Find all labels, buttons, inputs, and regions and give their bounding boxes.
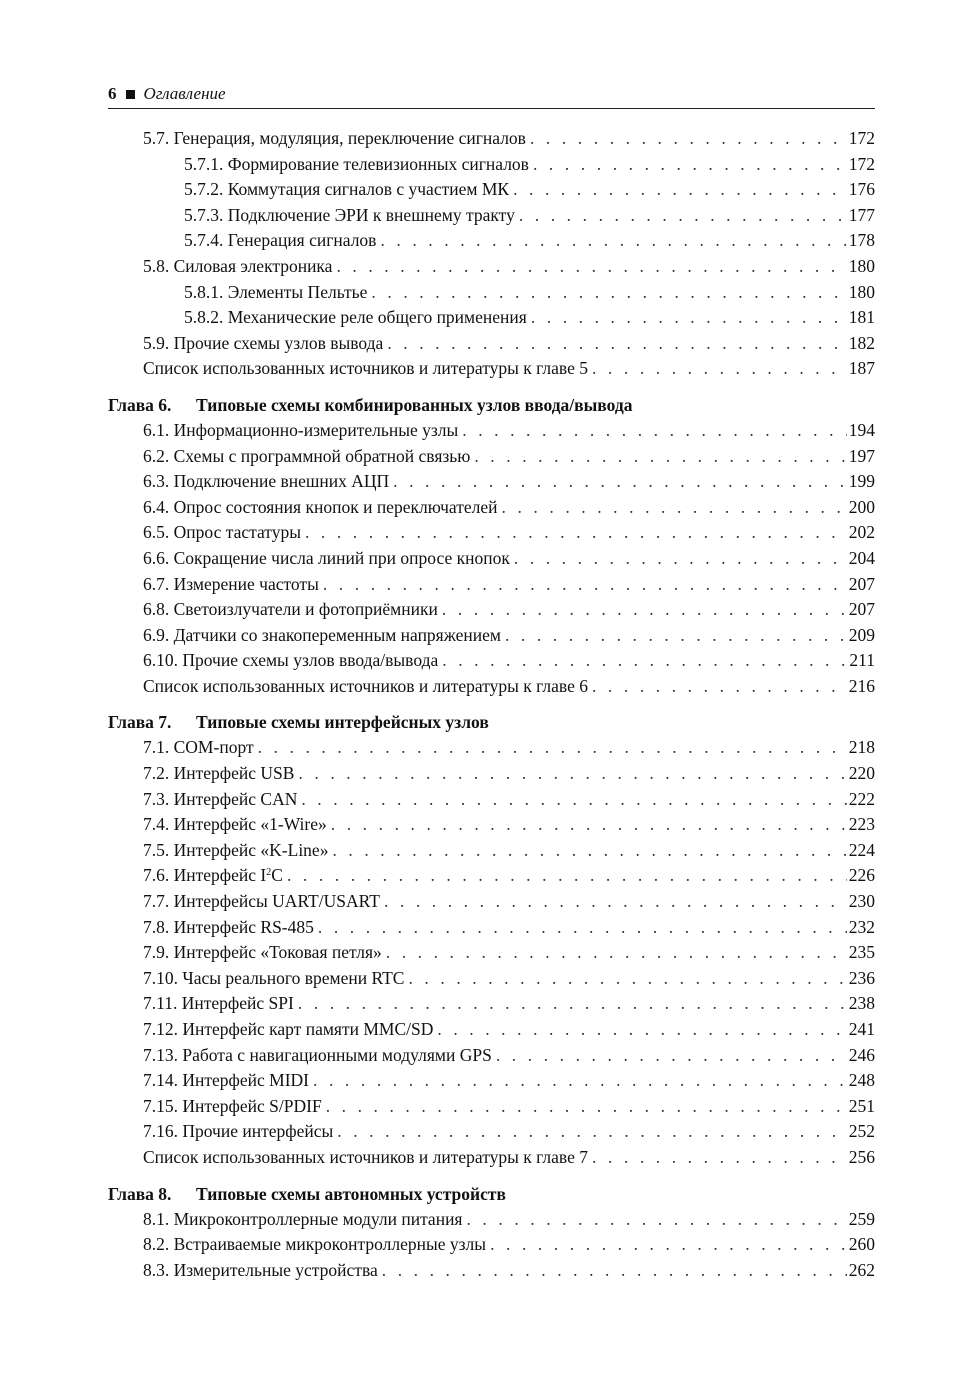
entry-label-superscript: 2 (266, 867, 272, 879)
entry-label-text: 5.8. Силовая электроника (143, 255, 333, 276)
dot-leader (533, 152, 847, 178)
entry-label (143, 915, 318, 941)
entry-label (143, 1094, 326, 1120)
entry-label (143, 126, 530, 152)
dot-leader (531, 305, 847, 331)
entry-page-number: 223 (848, 814, 875, 835)
entry-label (143, 1119, 337, 1145)
dot-leader (387, 331, 846, 357)
dot-leader (530, 126, 847, 152)
entry-label-text: 8.1. Микроконтроллерные модули питания (143, 1208, 463, 1229)
entry-label (143, 623, 505, 649)
entry-page-number: 232 (848, 916, 875, 937)
dot-leader (313, 1068, 847, 1094)
entry-label-text: 7.10. Часы реального времени RTC (143, 967, 405, 988)
header-title: Оглавление (143, 84, 226, 103)
entry-label (184, 152, 533, 178)
entry-label (143, 838, 332, 864)
entry-label (143, 469, 393, 495)
entry-label (184, 280, 371, 306)
entry-label (143, 254, 336, 280)
entry-page-number: 220 (848, 763, 875, 784)
entry-label-text: 6.7. Измерение частоты (143, 573, 319, 594)
entry-label-text: 5.9. Прочие схемы узлов вывода (143, 332, 384, 353)
entry-page-number: 241 (848, 1019, 875, 1039)
dot-leader (382, 1258, 847, 1284)
entry-page-number: 172 (848, 128, 875, 148)
entry-label-text: 6.9. Датчики со знакопеременным напряжением (143, 624, 501, 645)
toc-entry (108, 305, 875, 331)
dot-leader (326, 1094, 847, 1120)
toc-entry (108, 761, 875, 787)
entry-label (184, 228, 380, 254)
entry-label-text: 6.4. Опрос состояния кнопок и переключателей (143, 496, 498, 517)
entry-page-number: 256 (848, 1146, 875, 1167)
entry-label (143, 863, 287, 889)
dot-leader (437, 1017, 846, 1043)
entry-page-number: 238 (848, 993, 875, 1014)
dot-leader (393, 469, 847, 495)
entry-page-number: 180 (848, 255, 875, 276)
entry-label-text: 7.3. Интерфейс CAN (143, 788, 298, 809)
entry-label-text: 6.5. Опрос тастатуры (143, 522, 301, 543)
dot-leader (462, 418, 847, 444)
dot-leader (592, 1145, 847, 1171)
dot-leader (337, 1119, 846, 1145)
entry-label (184, 177, 513, 203)
chapter-number: Глава 6. (108, 394, 172, 415)
chapter-heading (108, 393, 875, 418)
entry-page-number: 194 (848, 419, 875, 440)
dot-leader (519, 203, 847, 229)
entry-label-text: 5.7.2. Коммутация сигналов с участием МК (184, 179, 510, 200)
toc-entry (108, 418, 875, 444)
entry-label-text: 7.13. Работа с навигационными модулями GPS (143, 1044, 492, 1065)
entry-page-number: 200 (848, 496, 875, 517)
entry-label (184, 305, 531, 331)
dot-leader (332, 838, 846, 864)
entry-label-text: 5.7. Генерация, модуляция, переключение сигналов (143, 128, 526, 148)
entry-page-number: 260 (848, 1234, 875, 1255)
toc-entry (108, 254, 875, 280)
dot-leader (496, 1043, 847, 1069)
toc-entry (108, 1232, 875, 1258)
dot-leader (505, 623, 847, 649)
toc-entry (108, 1207, 875, 1233)
chapter-title: Типовые схемы автономных устройств (196, 1183, 506, 1204)
toc-entry (108, 889, 875, 915)
toc-entry (108, 623, 875, 649)
entry-label (143, 761, 298, 787)
entry-label-text: 7.4. Интерфейс «1-Wire» (143, 814, 327, 835)
entry-label (143, 546, 514, 572)
entry-page-number: 202 (848, 522, 875, 543)
entry-label-text: 6.2. Схемы с программной обратной связью (143, 445, 471, 466)
entry-page-number: 199 (848, 471, 875, 492)
toc-entry (108, 991, 875, 1017)
entry-page-number: 236 (848, 967, 875, 988)
toc-entry (108, 940, 875, 966)
toc-entry (108, 356, 875, 382)
entry-page-number: 262 (848, 1259, 875, 1280)
entry-label-text: 5.7.3. Подключение ЭРИ к внешнему тракту (184, 204, 515, 225)
entry-label-text: 6.8. Светоизлучатели и фотоприёмники (143, 599, 438, 620)
square-bullet-icon (126, 90, 135, 99)
dot-leader (408, 966, 846, 992)
chapter-heading (108, 710, 875, 735)
entry-page-number: 207 (848, 599, 875, 620)
entry-label-text: 8.2. Встраиваемые микроконтроллерные узлы (143, 1234, 487, 1255)
entry-label (143, 418, 462, 444)
entry-label-text: 6.6. Сокращение числа линий при опросе кнопок (143, 547, 510, 568)
toc-entry (108, 648, 875, 674)
entry-label-text: 5.8.2. Механические реле общего применения (184, 307, 527, 328)
chapter-number: Глава 7. (108, 712, 172, 733)
toc-entry (108, 177, 875, 203)
entry-label (143, 1068, 313, 1094)
entry-label-text: 6.3. Подключение внешних АЦП (143, 471, 390, 492)
dot-leader (513, 177, 847, 203)
entry-label-text: 7.11. Интерфейс SPI (143, 993, 294, 1014)
entry-label (143, 674, 592, 700)
entry-label (143, 812, 331, 838)
dot-leader (474, 444, 846, 470)
entry-page-number: 178 (848, 230, 875, 251)
toc-entry (108, 546, 875, 572)
dot-leader (592, 356, 847, 382)
entry-page-number: 218 (848, 737, 875, 758)
dot-leader (323, 572, 847, 598)
dot-leader (371, 280, 846, 306)
entry-label-text: 7.16. Прочие интерфейсы (143, 1121, 334, 1142)
entry-page-number: 252 (848, 1121, 875, 1142)
toc-entry (108, 1119, 875, 1145)
chapter-number: Глава 8. (108, 1183, 172, 1204)
toc-entry (108, 1145, 875, 1171)
dot-leader (502, 495, 847, 521)
entry-label (143, 495, 502, 521)
entry-page-number: 230 (848, 891, 875, 912)
dot-leader (258, 735, 847, 761)
dot-leader (514, 546, 847, 572)
toc-entry (108, 572, 875, 598)
toc-entry (108, 469, 875, 495)
entry-label (143, 1145, 592, 1171)
entry-label-text: Список использованных источников и литературы к главе 5 (143, 358, 588, 379)
entry-label-text: 7.6. Интерфейс I (143, 865, 267, 886)
entry-label (143, 520, 305, 546)
entry-label-text: Список использованных источников и литературы к главе 6 (143, 675, 588, 696)
entry-label (143, 889, 384, 915)
dot-leader (298, 761, 846, 787)
entry-page-number: 176 (848, 179, 875, 200)
entry-label-text: 5.7.1. Формирование телевизионных сигналов (184, 153, 529, 174)
toc-entry (108, 915, 875, 941)
toc-entry (108, 1017, 875, 1043)
entry-page-number: 182 (848, 332, 875, 353)
entry-label-text: 5.8.1. Элементы Пельтье (184, 281, 368, 302)
entry-label (143, 787, 301, 813)
entry-page-number: 216 (848, 675, 875, 696)
entry-page-number: 222 (848, 788, 875, 809)
entry-page-number: 181 (848, 307, 875, 328)
toc-entry (108, 520, 875, 546)
entry-page-number: 209 (848, 624, 875, 645)
dot-leader (490, 1232, 847, 1258)
entry-label (143, 648, 442, 674)
entry-label (143, 735, 258, 761)
dot-leader (336, 254, 846, 280)
dot-leader (442, 648, 847, 674)
entry-page-number: 235 (848, 942, 875, 963)
entry-page-number: 259 (848, 1208, 875, 1229)
toc-entry (108, 1068, 875, 1094)
toc-entry (108, 495, 875, 521)
dot-leader (298, 991, 847, 1017)
toc-entry (108, 152, 875, 178)
toc-entry (108, 597, 875, 623)
entry-label-text: 7.12. Интерфейс карт памяти MMC/SD (143, 1019, 434, 1039)
toc-entry (108, 863, 875, 889)
entry-page-number: 187 (848, 358, 875, 379)
toc-entry (108, 203, 875, 229)
toc-entry (108, 787, 875, 813)
toc-entry (108, 674, 875, 700)
dot-leader (287, 863, 847, 889)
dot-leader (386, 940, 847, 966)
entry-label-text: Список использованных источников и литературы к главе 7 (143, 1146, 588, 1167)
dot-leader (380, 228, 846, 254)
toc-entry (108, 444, 875, 470)
entry-label (143, 444, 474, 470)
toc-entry (108, 812, 875, 838)
entry-label (143, 1258, 382, 1284)
toc-entry (108, 966, 875, 992)
entry-page-number: 224 (848, 839, 875, 860)
entry-label (143, 1043, 496, 1069)
entry-label (143, 356, 592, 382)
dot-leader (305, 520, 847, 546)
dot-leader (592, 674, 847, 700)
entry-label-suffix: C (271, 865, 283, 886)
entry-label (143, 1017, 437, 1043)
entry-label-text: 8.3. Измерительные устройства (143, 1259, 378, 1280)
entry-page-number: 180 (848, 281, 875, 302)
toc-entry (108, 1258, 875, 1284)
toc-entry (108, 331, 875, 357)
toc-entry (108, 1043, 875, 1069)
entry-page-number: 248 (848, 1070, 875, 1091)
page-number: 6 (108, 84, 117, 103)
entry-page-number: 172 (848, 153, 875, 174)
dot-leader (301, 787, 846, 813)
toc-entry (108, 1094, 875, 1120)
entry-label-text: 5.7.4. Генерация сигналов (184, 230, 377, 251)
entry-label (143, 1232, 490, 1258)
entry-label-text: 7.7. Интерфейсы UART/USART (143, 891, 380, 912)
entry-page-number: 207 (848, 573, 875, 594)
chapter-title: Типовые схемы комбинированных узлов ввода/вывода (196, 394, 633, 415)
toc-entry (108, 280, 875, 306)
entry-page-number: 197 (848, 445, 875, 466)
entry-label (143, 940, 386, 966)
entry-label (143, 331, 387, 357)
entry-label-text: 7.1. COM-порт (143, 737, 254, 758)
entry-page-number: 251 (848, 1095, 875, 1116)
entry-page-number: 246 (848, 1044, 875, 1065)
entry-label (143, 991, 298, 1017)
entry-label-text: 7.15. Интерфейс S/PDIF (143, 1095, 322, 1116)
table-of-contents (108, 126, 875, 1283)
entry-page-number: 211 (849, 650, 875, 671)
toc-entry (108, 228, 875, 254)
entry-label-text: 7.8. Интерфейс RS-485 (143, 916, 314, 937)
entry-label (143, 572, 323, 598)
entry-label (184, 203, 519, 229)
toc-entry (108, 838, 875, 864)
dot-leader (384, 889, 847, 915)
toc-entry (108, 735, 875, 761)
chapter-heading (108, 1182, 875, 1207)
entry-label-text: 7.14. Интерфейс MIDI (143, 1070, 310, 1091)
running-header (108, 82, 875, 109)
toc-entry (108, 126, 875, 152)
entry-label-text: 7.9. Интерфейс «Токовая петля» (143, 942, 382, 963)
chapter-title: Типовые схемы интерфейсных узлов (196, 712, 489, 733)
entry-page-number: 226 (848, 865, 875, 886)
entry-label-text: 7.5. Интерфейс «K-Line» (143, 839, 329, 860)
entry-label (143, 1207, 466, 1233)
entry-label (143, 597, 442, 623)
entry-page-number: 177 (848, 204, 875, 225)
entry-label (143, 966, 408, 992)
dot-leader (466, 1207, 846, 1233)
dot-leader (318, 915, 847, 941)
entry-page-number: 204 (848, 547, 875, 568)
dot-leader (331, 812, 847, 838)
entry-label-text: 6.10. Прочие схемы узлов ввода/вывода (143, 650, 439, 671)
entry-label-text: 7.2. Интерфейс USB (143, 763, 295, 784)
entry-label-text: 6.1. Информационно-измерительные узлы (143, 419, 459, 440)
dot-leader (442, 597, 847, 623)
